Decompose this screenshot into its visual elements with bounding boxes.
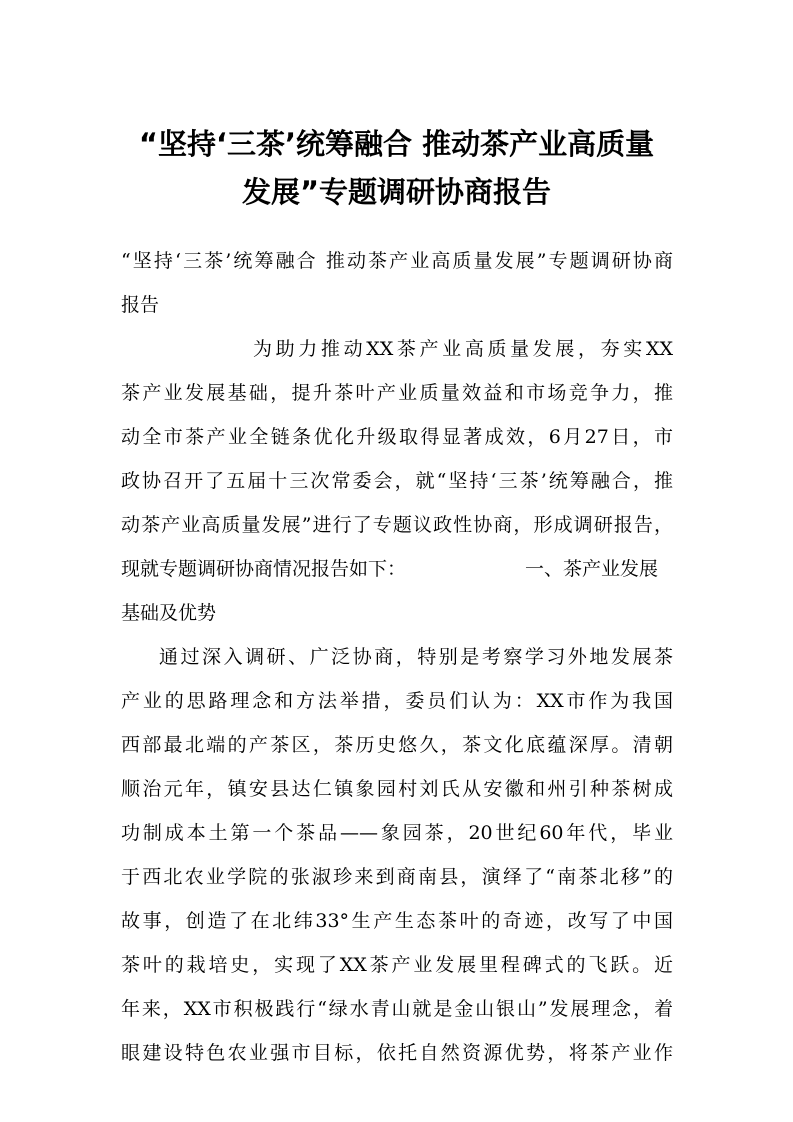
paragraph-line: 产业的思路理念和方法举措，委员们认为：XX市作为我国 [121, 690, 673, 712]
subtitle-line-2: 报告 [121, 294, 160, 316]
section-heading: 一、茶产业发展 [525, 558, 659, 580]
paragraph-line: 动茶产业高质量发展”进行了专题议政性协商，形成调研报告， [121, 514, 673, 536]
paragraph-line: 为助力推动XX茶产业高质量发展，夯实XX [253, 338, 673, 360]
paragraph-line: 政协召开了五届十三次常委会，就“坚持‘三茶’统筹融合，推 [121, 470, 673, 492]
paragraph-line: 西部最北端的产茶区，茶历史悠久，茶文化底蕴深厚。清朝 [121, 734, 673, 756]
paragraph-line: 茶产业发展基础，提升茶叶产业质量效益和市场竞争力，推 [121, 382, 673, 404]
paragraph-line: 通过深入调研、广泛协商，特别是考察学习外地发展茶 [159, 646, 673, 668]
subtitle-line-1: “坚持‘三茶’统筹融合 推动茶产业高质量发展”专题调研协商 [121, 250, 673, 272]
paragraph-line: 现就专题调研协商情况报告如下： [121, 558, 407, 580]
paragraph-line: 故事，创造了在北纬33°生产生态茶叶的奇迹，改写了中国 [121, 910, 673, 932]
paragraph-line: 顺治元年，镇安县达仁镇象园村刘氏从安徽和州引种茶树成 [121, 778, 673, 800]
paragraph-line: 于西北农业学院的张淑珍来到商南县，演绎了“南茶北移”的 [121, 866, 673, 888]
section-heading-continued: 基础及优势 [121, 602, 217, 624]
paragraph-line: 年来，XX市积极践行“绿水青山就是金山银山”发展理念，着 [121, 998, 673, 1020]
paragraph-line: 功制成本土第一个茶品——象园茶，20世纪60年代，毕业 [121, 822, 673, 844]
document-title-line-2: 发展”专题调研协商报告 [241, 175, 552, 209]
paragraph-line: 眼建设特色农业强市目标，依托自然资源优势，将茶产业作 [121, 1042, 673, 1064]
paragraph-line: 茶叶的栽培史，实现了XX茶产业发展里程碑式的飞跃。近 [121, 954, 673, 976]
paragraph-line: 动全市茶产业全链条优化升级取得显著成效，6月27日，市 [121, 426, 673, 448]
document-title-line-1: “坚持‘三茶’统筹融合 推动茶产业高质量 [138, 127, 655, 161]
